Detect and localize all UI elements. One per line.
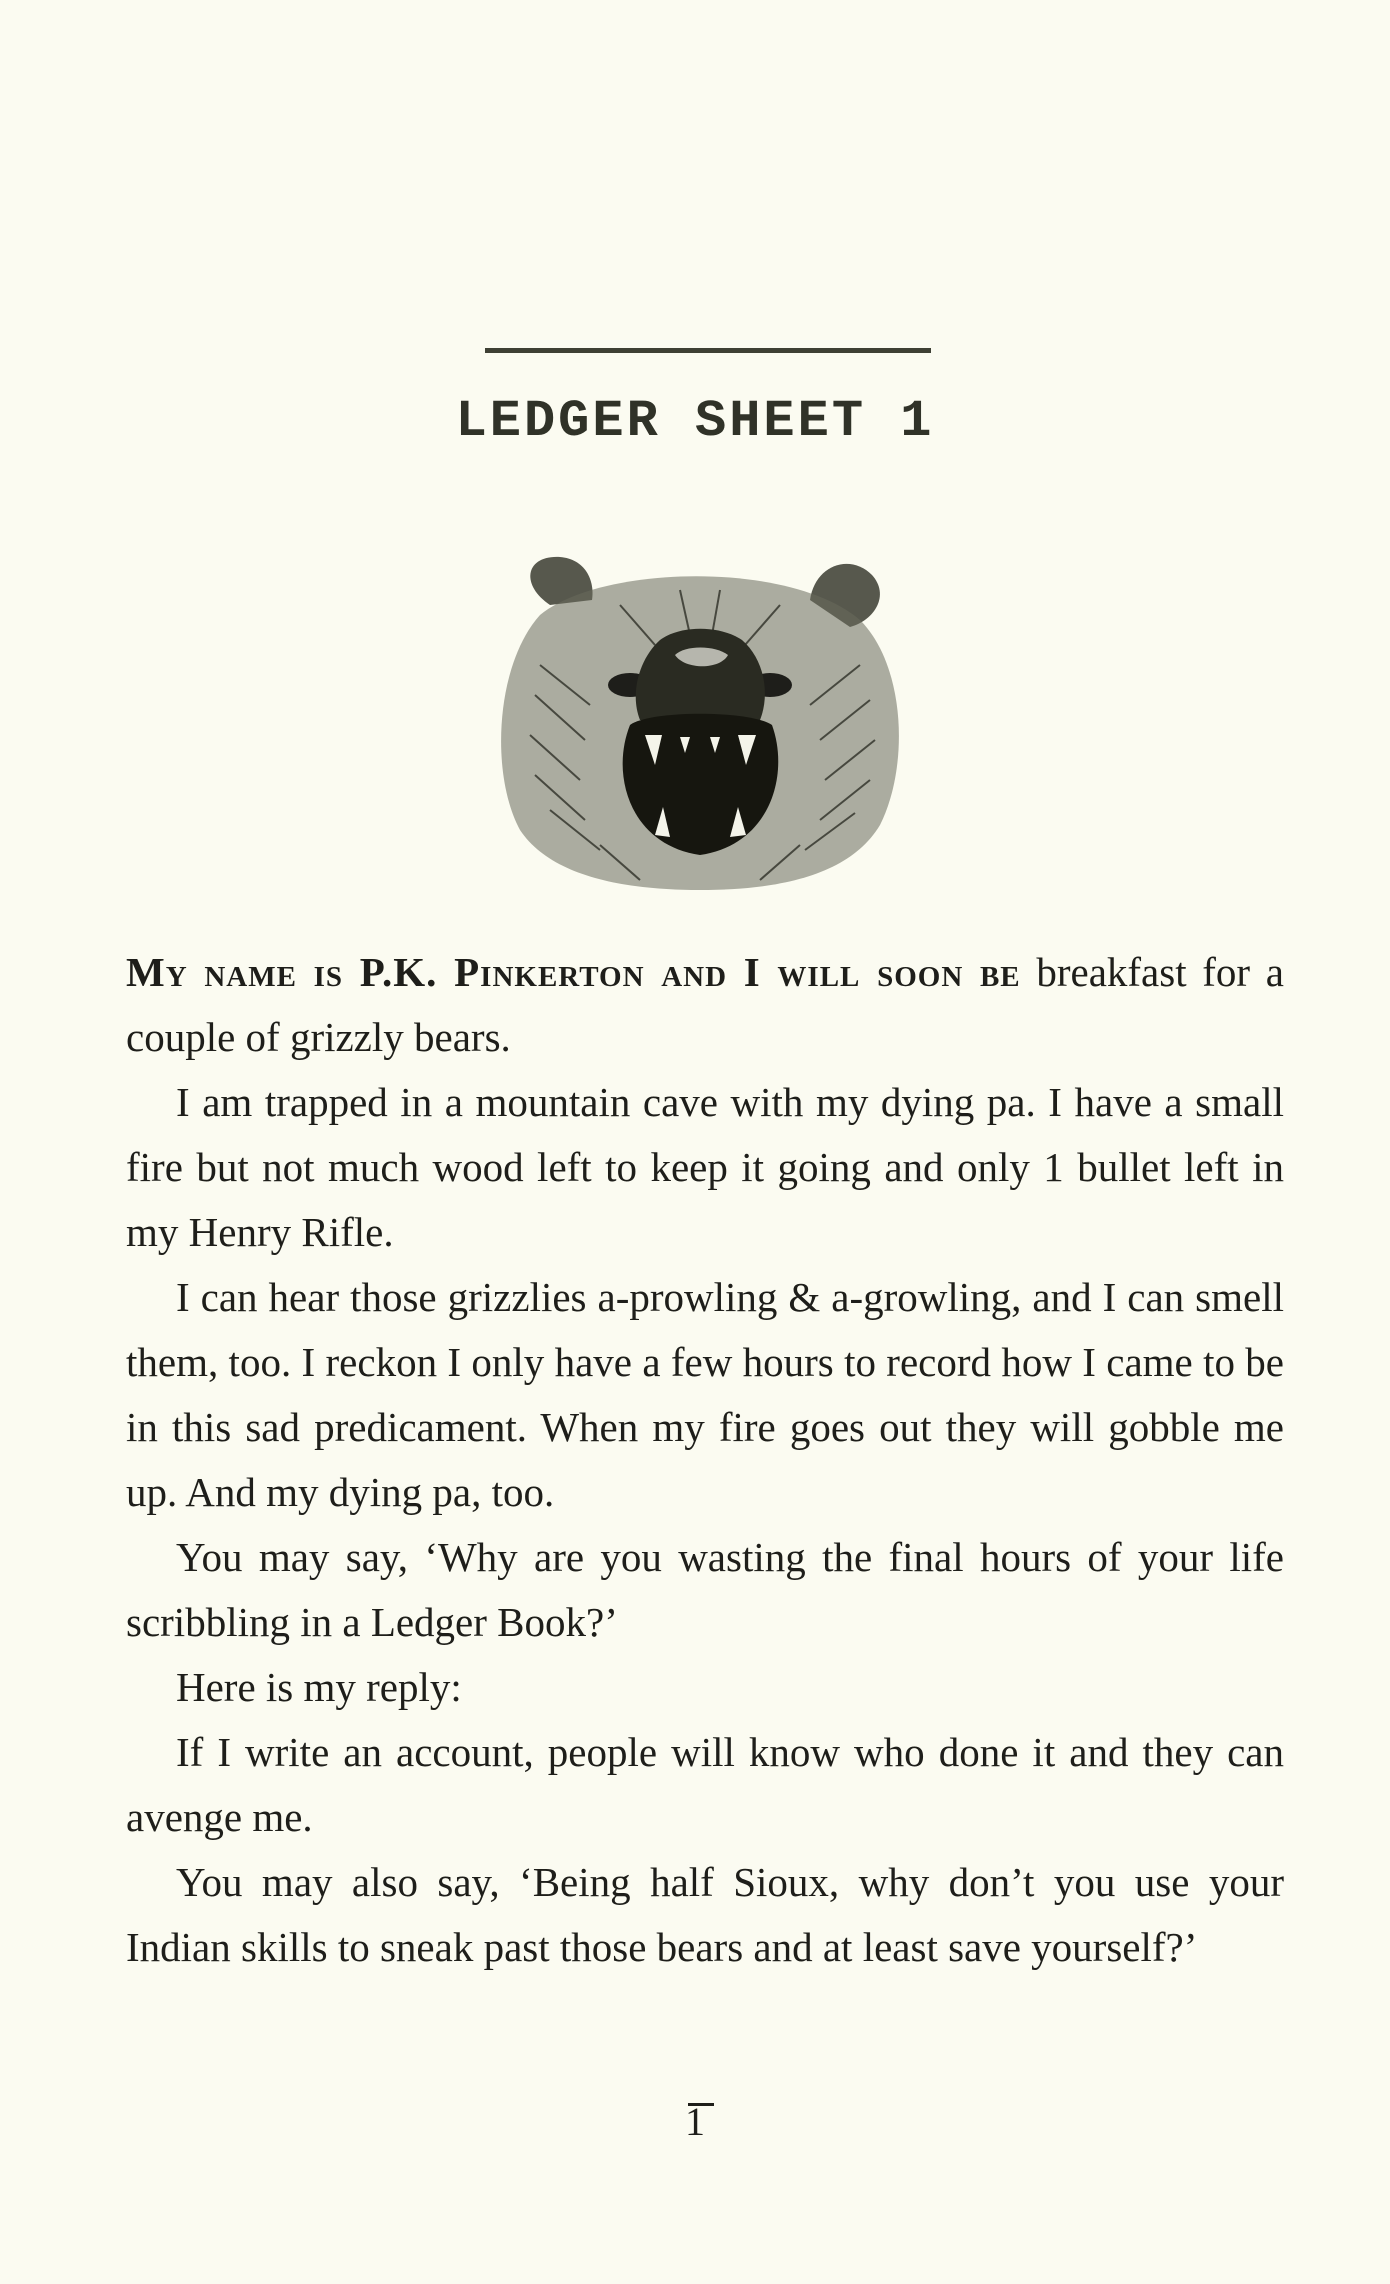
- grizzly-bear-head-illustration: [480, 545, 920, 895]
- chapter-rule: [485, 348, 931, 353]
- paragraph-3: I can hear those grizzlies a-prowling & a-growling, and I can smell them, too. I reckon I only have a few hours to record how I came to be in this sad predicament. When my fire goes out they will gobble me up. And my dying pa, too.: [126, 1274, 1284, 1515]
- paragraph-2: I am trapped in a mountain cave with my dying pa. I have a small fire but not much wood left to keep it going and only 1 bullet left in my Henry Rifle.: [126, 1079, 1284, 1255]
- page-number: 1: [685, 2099, 705, 2144]
- paragraph-1-rest: breakfast for a couple of grizzly bears.: [126, 949, 1284, 1060]
- body-text: [126, 940, 1284, 1980]
- paragraph-7: You may also say, ‘Being half Sioux, why don’t you use your Indian skills to sneak past those bears and at least save yourself?’: [126, 1859, 1284, 1970]
- paragraph-1: [126, 940, 1284, 1070]
- paragraph-6: If I write an account, people will know who done it and they can avenge me.: [126, 1729, 1284, 1840]
- opening-lead-in: My name is P.K. Pinkerton and I will soon be: [126, 949, 1021, 995]
- paragraph-5: Here is my reply:: [176, 1664, 462, 1710]
- paragraph-4: You may say, ‘Why are you wasting the final hours of your life scribbling in a Ledger Book?’: [126, 1534, 1284, 1645]
- chapter-title: LEDGER SHEET 1: [455, 392, 935, 451]
